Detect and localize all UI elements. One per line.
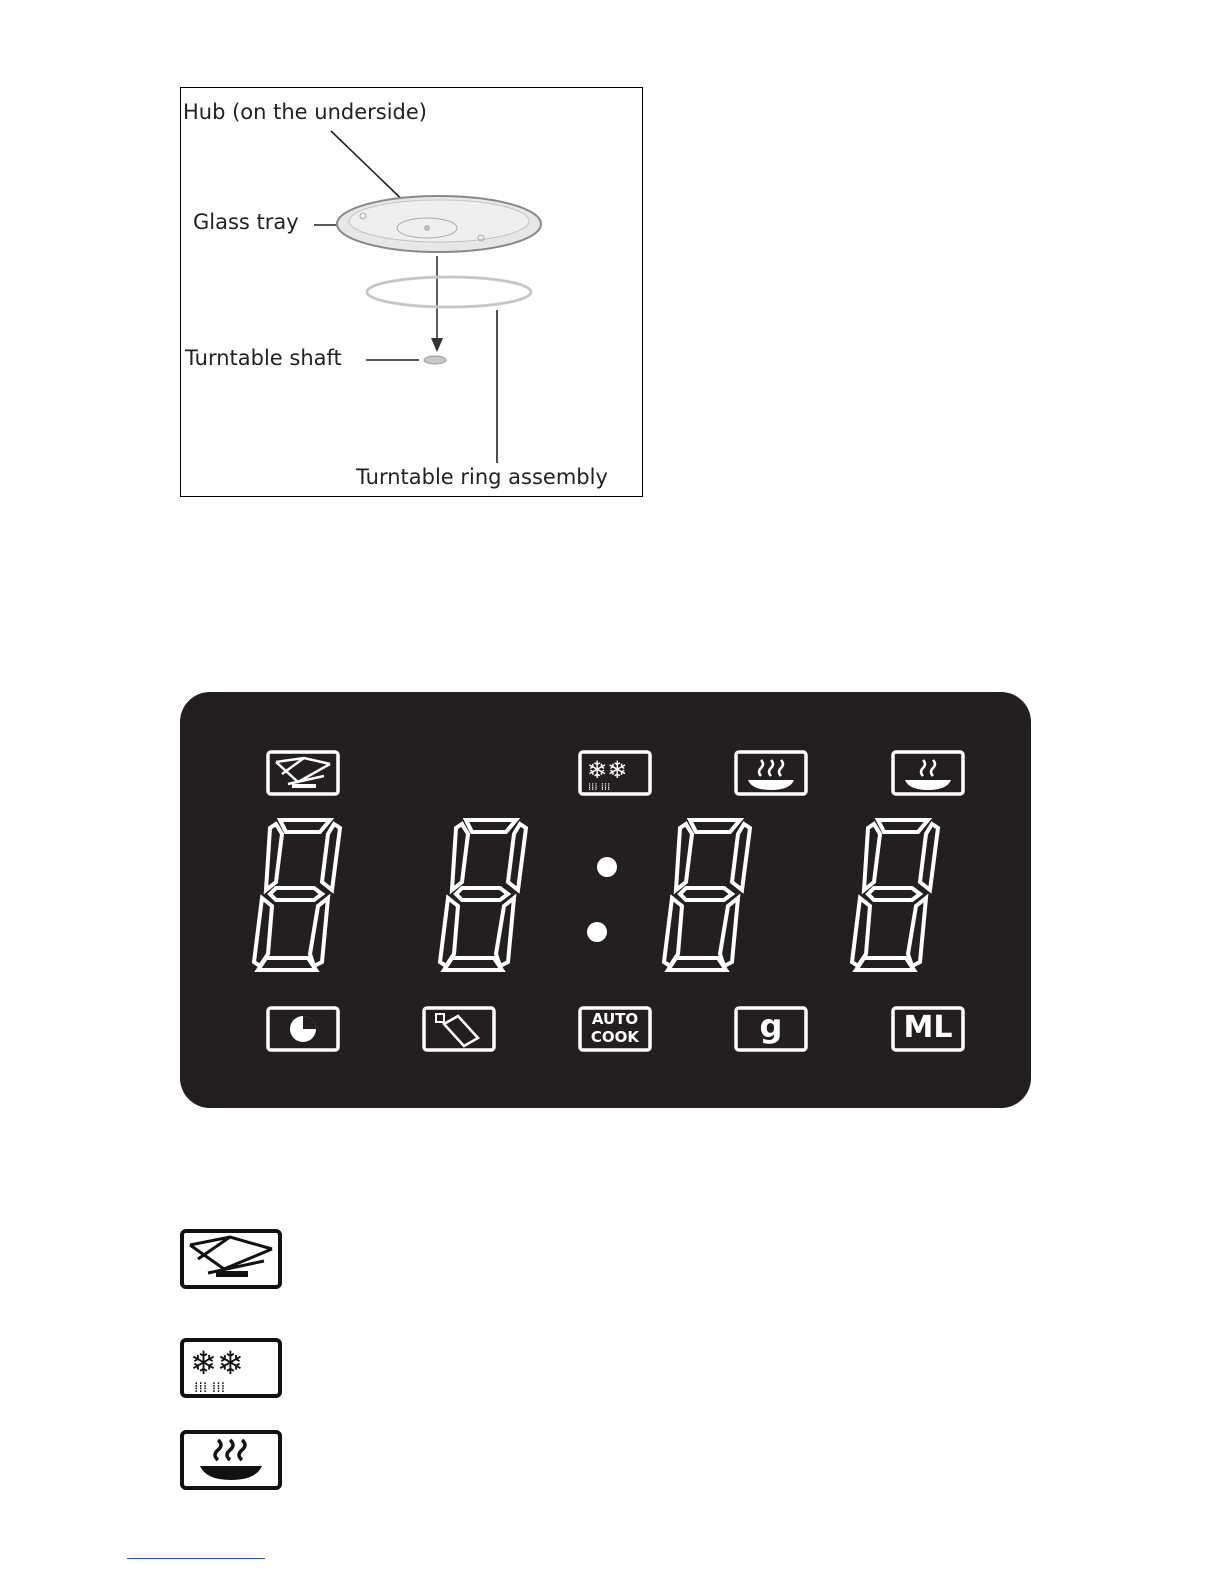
digit-2: [440, 820, 526, 970]
turntable-diagram: [180, 87, 643, 497]
colon-top-dot: [597, 857, 617, 877]
turntable-shaft-shape: [424, 356, 446, 364]
svg-text:❄❄: ❄❄: [587, 756, 628, 784]
hub-label: Hub (on the underside): [183, 100, 427, 124]
digit-3: [664, 820, 750, 970]
weight-defrost-icon: [424, 1008, 494, 1050]
ring-assembly-label: Turntable ring assembly: [356, 465, 608, 489]
svg-text:❄❄: ❄❄: [190, 1344, 244, 1382]
auto-cook-text-line1: AUTO: [591, 1010, 639, 1028]
turntable-illustration: [181, 88, 644, 498]
hub-center: [424, 225, 430, 231]
svg-text:⁞⁞⁞ ⁞⁞⁞: ⁞⁞⁞ ⁞⁞⁞: [194, 1380, 226, 1396]
legend-defrost-icon: [180, 1338, 282, 1398]
turntable-shaft-label: Turntable shaft: [185, 346, 342, 370]
glass-tray-inner: [349, 200, 529, 242]
auto-cook-text-line2: COOK: [590, 1028, 640, 1046]
colon-bottom-dot: [587, 922, 607, 942]
digit-4: [852, 820, 938, 970]
clock-icon: [268, 1008, 338, 1050]
glass-tray-label: Glass tray: [193, 210, 299, 234]
svg-text:⁞⁞⁞ ⁞⁞⁞: ⁞⁞⁞ ⁞⁞⁞: [588, 782, 611, 793]
digit-1: [254, 820, 340, 970]
legend-combination-cook-icon: [180, 1430, 282, 1490]
millilitres-text: ML: [903, 1010, 953, 1045]
combination-cook-2-icon: [893, 752, 963, 794]
grams-text: g: [759, 1007, 783, 1045]
combination-cook-1-icon: [736, 752, 806, 794]
grill-icon: [268, 752, 338, 794]
defrost-icon: [580, 752, 650, 794]
footer-link-underline: [127, 1558, 265, 1559]
legend-grill-icon: [180, 1229, 282, 1289]
display-panel: [180, 692, 1031, 1108]
